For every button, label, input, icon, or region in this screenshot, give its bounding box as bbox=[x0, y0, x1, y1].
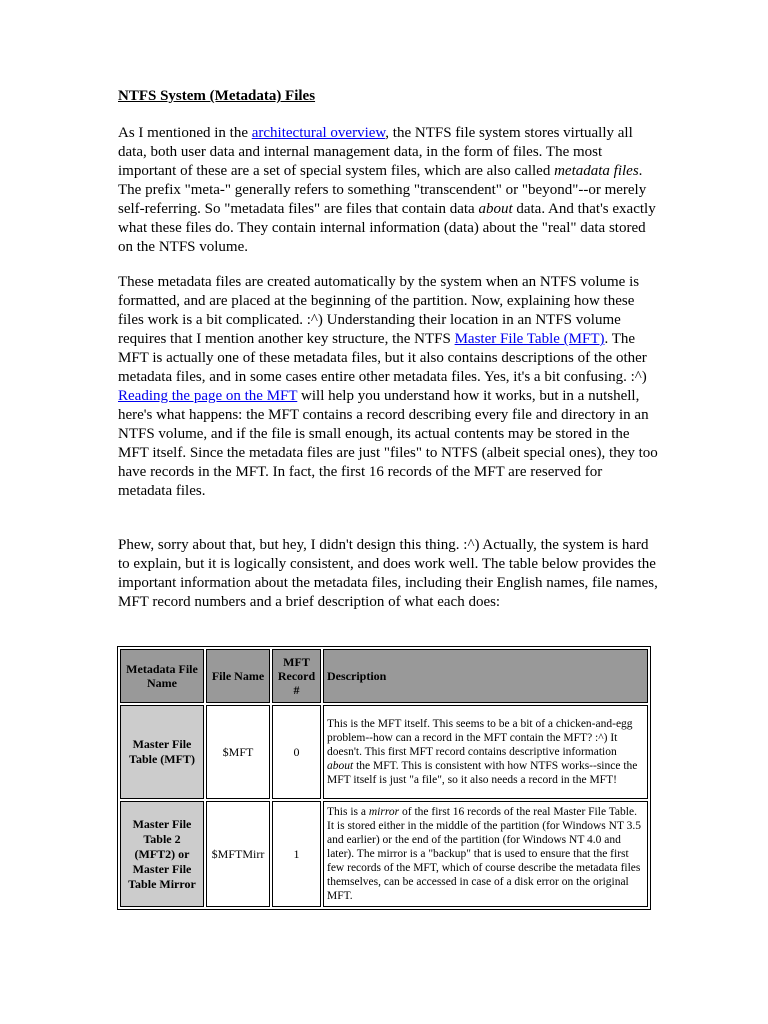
description-cell bbox=[323, 801, 648, 907]
description-cell bbox=[323, 705, 648, 799]
metadata-file-name-cell: Master File Table 2 (MFT2) or Master File Table Mirror bbox=[120, 801, 204, 907]
file-name-cell: $MFTMirr bbox=[206, 801, 270, 907]
metadata-file-name-cell: Master File Table (MFT) bbox=[120, 705, 204, 799]
text: As I mentioned in the bbox=[118, 125, 252, 141]
text: , the NTFS file system stores virtually all data, both user data and internal management data, in the form of files. The most important of these are a set of special system files, which are also called bbox=[118, 125, 633, 179]
metadata-paragraph bbox=[118, 273, 658, 501]
emphasis: about bbox=[327, 760, 354, 772]
header-metadata-file-name: Metadata File Name bbox=[120, 649, 204, 703]
text: data. And that's exactly what these files do. They contain internal information (data) about the "real" data stored on the NTFS volume. bbox=[118, 201, 656, 255]
table-row bbox=[120, 705, 648, 799]
emphasis: metadata files bbox=[554, 163, 639, 179]
header-description: Description bbox=[323, 649, 648, 703]
header-file-name: File Name bbox=[206, 649, 270, 703]
text: . The prefix "meta-" generally refers to something "transcendent" or "beyond"--or merely self-referring. So "metadata files" are files that contain data bbox=[118, 163, 647, 217]
file-name-cell: $MFT bbox=[206, 705, 270, 799]
page-title: NTFS System (Metadata) Files bbox=[118, 88, 316, 104]
intro-paragraph bbox=[118, 124, 658, 257]
text: . The MFT is actually one of these metadata files, but it also contains descriptions of the other metadata files, and in some cases entire other metadata files. Yes, it's a bit confusing. :^) bbox=[118, 331, 647, 385]
text: of the first 16 records of the real Master File Table. It is stored either in the middle of the partition (for Windows NT 3.5 and earlier) or the end of the partition (for Windows NT 4.0 and later). The mirror is a "backup" that is used to ensure that the first few records of the MFT, which of course describe the metadata files themselves, can be accessed in case of a disk error on the original MFT. bbox=[327, 806, 642, 902]
emphasis: about bbox=[478, 201, 513, 217]
text: This is the MFT itself. This seems to be a bit of a chicken-and-egg problem--how can a record in the MFT contain the MFT? :^) It doesn't. This first MFT record contains descriptive information bbox=[327, 718, 633, 758]
mft-link[interactable]: Master File Table (MFT) bbox=[454, 331, 605, 347]
emphasis: mirror bbox=[368, 806, 400, 818]
text: the MFT. This is consistent with how NTFS works--since the MFT itself is just "a file", so it also needs a record in the MFT! bbox=[327, 760, 638, 786]
table-header-row bbox=[120, 649, 648, 703]
text: will help you understand how it works, but in a nutshell, here's what happens: the MFT contains a record describing every file and directory in an NTFS volume, and if the file is small enough, its actual contents may be stored in the MFT itself. Since the metadata files are just "files" to NTFS (albeit special ones), they too have records in the MFT. In fact, the first 16 records of the MFT are reserved for metadata files. bbox=[118, 388, 658, 499]
record-number-cell: 0 bbox=[272, 705, 321, 799]
text: This is a bbox=[327, 806, 369, 818]
metadata-files-table bbox=[117, 646, 651, 910]
table-intro-paragraph: Phew, sorry about that, but hey, I didn't design this thing. :^) Actually, the system is hard to explain, but it is logically consistent, and does work well. The table below provides the important information about the metadata files, including their English names, file names, MFT record numbers and a brief description of what each does: bbox=[118, 537, 658, 610]
record-number-cell: 1 bbox=[272, 801, 321, 907]
text: These metadata files are created automatically by the system when an NTFS volume is formatted, and are placed at the beginning of the partition. Now, explaining how these files work is a bit complicated. :^) Understanding their location in an NTFS volume requires that I mention another key structure, the NTFS bbox=[118, 274, 640, 347]
header-mft-record: MFT Record # bbox=[272, 649, 321, 703]
mft-page-link[interactable]: Reading the page on the MFT bbox=[118, 388, 298, 404]
architectural-overview-link[interactable]: architectural overview bbox=[251, 125, 386, 141]
table-row bbox=[120, 801, 648, 907]
